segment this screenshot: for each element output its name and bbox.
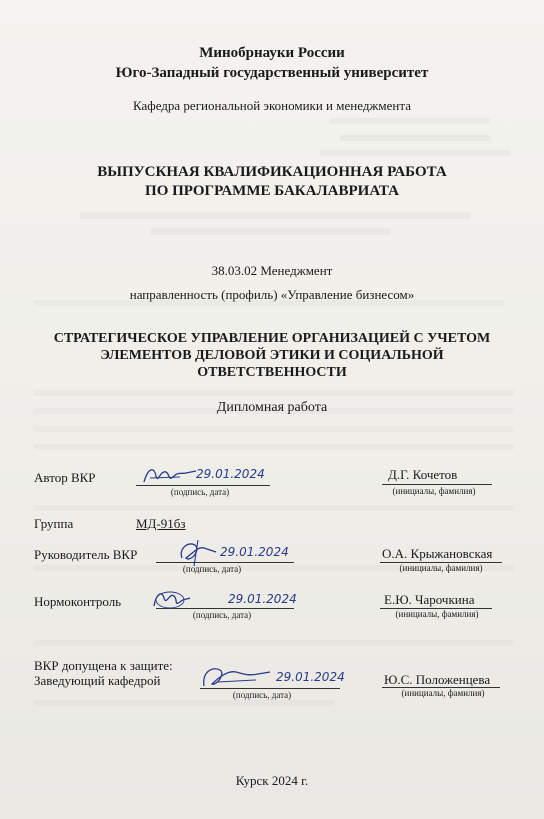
- supervisor-name: О.А. Крыжановская: [382, 546, 493, 561]
- head-signature: [198, 662, 274, 692]
- supervisor-label: Руководитель ВКР: [34, 547, 138, 562]
- head-of-department-label: Заведующий кафедрой: [34, 673, 161, 688]
- head-name: Ю.С. Положенцева: [384, 672, 491, 687]
- author-name: Д.Г. Кочетов: [388, 467, 458, 482]
- topic-line1: СТРАТЕГИЧЕСКОЕ УПРАВЛЕНИЕ ОРГАНИЗАЦИЕЙ С УЧЕТОМ: [53, 331, 491, 346]
- ministry-name: Минобрнауки России: [199, 45, 345, 61]
- author-name-caption: (инициалы, фамилия): [392, 486, 476, 496]
- author-name-line: [382, 484, 492, 485]
- normcontrol-name: Е.Ю. Чарочкина: [384, 592, 475, 607]
- supervisor-name-caption: (инициалы, фамилия): [399, 563, 483, 573]
- supervisor-sign-caption: (подпись, дата): [182, 564, 242, 574]
- head-sign-caption: (подпись, дата): [232, 690, 292, 700]
- work-title-line1: ВЫПУСКНАЯ КВАЛИФИКАЦИОННАЯ РАБОТА: [97, 164, 447, 180]
- work-title-line2: ПО ПРОГРАММЕ БАКАЛАВРИАТА: [145, 183, 399, 199]
- program-code: 38.03.02 Менеджмент: [211, 263, 333, 278]
- department-name: Кафедра региональной экономики и менеджмента: [133, 98, 411, 113]
- head-name-caption: (инициалы, фамилия): [401, 688, 485, 698]
- group-label: Группа: [34, 516, 74, 531]
- group-value: МД-91бз: [136, 516, 186, 531]
- supervisor-signature-date: 29.01.2024: [220, 545, 289, 559]
- author-signature: [140, 462, 200, 488]
- topic-line3: ОТВЕТСТВЕННОСТИ: [197, 365, 347, 380]
- author-label: Автор ВКР: [34, 470, 96, 485]
- normcontrol-name-caption: (инициалы, фамилия): [395, 609, 479, 619]
- head-signature-date: 29.01.2024: [276, 670, 345, 684]
- normcontrol-sign-caption: (подпись, дата): [192, 610, 252, 620]
- normcontrol-label: Нормоконтроль: [34, 594, 122, 609]
- university-name: Юго-Западный государственный университет: [115, 65, 429, 81]
- admission-label: ВКР допущена к защите:: [34, 658, 173, 673]
- author-signature-date: 29.01.2024: [196, 467, 265, 481]
- city-year: Курск 2024 г.: [235, 773, 309, 788]
- author-sign-caption: (подпись, дата): [170, 487, 230, 497]
- normcontrol-signature-date: 29.01.2024: [228, 592, 297, 606]
- work-type: Дипломная работа: [216, 400, 328, 415]
- program-profile: направленность (профиль) «Управление бизнесом»: [129, 287, 415, 302]
- topic-line2: ЭЛЕМЕНТОВ ДЕЛОВОЙ ЭТИКИ И СОЦИАЛЬНОЙ: [100, 348, 444, 363]
